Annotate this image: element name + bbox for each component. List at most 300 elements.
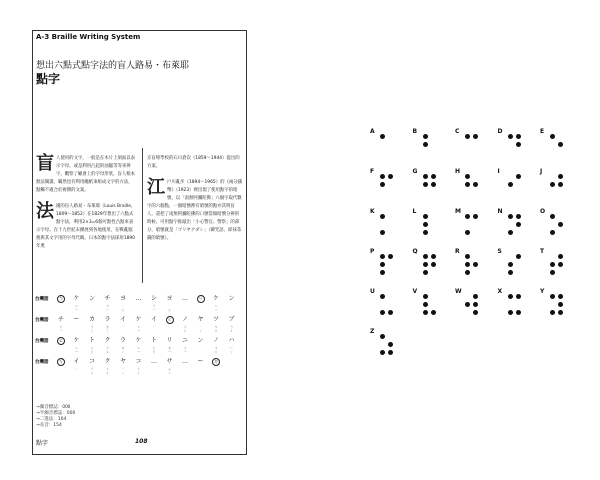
kana-char: ケ — [73, 337, 80, 344]
kana-char: ニ — [181, 337, 188, 344]
braille-dot — [508, 134, 513, 139]
column-divider — [142, 148, 143, 283]
braille-cell-o — [540, 208, 570, 238]
kana-char: ケ — [212, 295, 219, 302]
kana-annotation: ㄎ ㄚ — [90, 325, 94, 333]
kana-cell — [117, 316, 129, 334]
kana-annotation: ㄏ ㄚ — [229, 346, 234, 354]
kana-char: リ — [166, 337, 173, 344]
footer-label: 點字 — [36, 440, 49, 447]
kana-cell — [133, 358, 145, 376]
kana-annotation: ㄧ — [121, 325, 125, 329]
braille-dot — [550, 134, 555, 139]
braille-dots — [423, 214, 437, 236]
kana-char: ー — [73, 316, 80, 323]
braille-dot — [423, 310, 428, 315]
braille-dot — [473, 302, 478, 307]
kana-cell — [179, 358, 191, 376]
kana-cell — [71, 295, 83, 313]
braille-dot — [550, 310, 555, 315]
body-paragraph — [147, 179, 243, 243]
braille-dot — [465, 262, 470, 267]
braille-dot — [558, 174, 563, 179]
kana-cell — [226, 337, 238, 355]
drop-cap: 江 — [147, 177, 165, 198]
braille-dot — [516, 142, 521, 147]
braille-dot — [465, 230, 470, 235]
braille-letter: X — [497, 288, 503, 295]
kana-annotation: ㄊ ㄛ — [152, 346, 156, 354]
kana-cell — [71, 358, 83, 376]
braille-dot — [508, 310, 513, 315]
kana-char: コ — [135, 358, 142, 365]
braille-dots — [380, 214, 394, 236]
braille-dots — [465, 174, 479, 196]
kana-cell — [195, 358, 207, 376]
kana-cell — [164, 316, 176, 334]
kana-annotation: ㄧ ㄛ — [167, 304, 172, 312]
kana-char: ラ — [104, 316, 111, 323]
kana-char: ン — [88, 295, 95, 302]
braille-letter: R — [455, 248, 460, 255]
braille-letter: H — [455, 168, 461, 175]
braille-dot — [558, 142, 563, 147]
body-column-left — [36, 155, 136, 259]
kana-char: ー — [197, 358, 204, 365]
braille-letter: C — [455, 128, 460, 135]
kana-char: シ — [150, 295, 157, 302]
braille-letter: T — [540, 248, 545, 255]
braille-letter: M — [455, 208, 461, 215]
braille-dot — [516, 134, 521, 139]
braille-dots — [508, 254, 522, 276]
braille-dot — [423, 302, 428, 307]
braille-dots — [423, 174, 437, 196]
braille-dot — [380, 230, 385, 235]
braille-dot — [516, 174, 521, 179]
kana-cell — [210, 358, 222, 376]
braille-dot — [380, 310, 385, 315]
braille-dot — [465, 214, 470, 219]
braille-dot — [380, 270, 385, 275]
note-line: →長音：154 — [36, 423, 62, 428]
braille-dot — [516, 310, 521, 315]
braille-dots — [423, 134, 437, 156]
braille-dot — [550, 294, 555, 299]
braille-dot — [465, 270, 470, 275]
braille-dots — [550, 214, 564, 236]
kana-cell — [55, 337, 67, 355]
note-line: →半濁音標誌：000 — [36, 411, 76, 416]
braille-dot — [508, 262, 513, 267]
braille-dot — [423, 182, 428, 187]
braille-dot — [423, 270, 428, 275]
braille-dots — [465, 254, 479, 276]
braille-dot — [388, 174, 393, 179]
braille-letter: Q — [412, 248, 418, 255]
paragraph-text: 國的盲人路易・布萊耶（Louis Braille, 1809～1852）在1829年想出了六點式點字法，利用2×3=6個可點性凸點來表示字母。在十九世紀末擴展到各地使用，在戰亂服務與其文字用的字母代碼。日本的點字法採用1890年奧 — [36, 204, 135, 249]
kana-cell — [195, 295, 207, 313]
braille-cell-l — [413, 208, 443, 238]
kana-cell — [86, 295, 98, 313]
kana-annotation: ㄙ ㄚ — [167, 367, 172, 375]
braille-dot — [423, 134, 428, 139]
braille-dots — [465, 294, 479, 316]
kana-annotation: ㄎ ㄛ — [90, 367, 94, 375]
braille-dot — [550, 262, 555, 267]
braille-letter: D — [497, 128, 503, 135]
braille-letter: K — [370, 208, 375, 215]
braille-letter: O — [540, 208, 546, 215]
braille-cell-a — [370, 128, 400, 158]
kana-cell — [133, 295, 145, 313]
kana-cell — [148, 358, 160, 376]
kana-char: ㄍ — [166, 317, 172, 323]
braille-cell-f — [370, 168, 400, 198]
braille-dot — [558, 222, 563, 227]
kana-cell — [210, 316, 222, 334]
braille-dots — [380, 334, 394, 356]
braille-dot — [423, 262, 428, 267]
braille-dots — [465, 214, 479, 236]
kana-cell — [148, 337, 160, 355]
kana-char: ㄊ — [58, 338, 64, 344]
kana-char: ヨ — [119, 295, 126, 302]
braille-dot — [473, 262, 478, 267]
kana-cell — [148, 316, 160, 334]
braille-dot — [423, 174, 428, 179]
braille-dots — [380, 174, 394, 196]
kana-char: カ — [88, 316, 95, 323]
braille-dots — [550, 174, 564, 196]
kana-char: ㄐ — [197, 296, 203, 302]
kana-annotation: ㄧ ㄚ — [121, 367, 125, 375]
braille-dot — [388, 310, 393, 315]
kana-annotation: ㄊ ㄛ — [90, 346, 94, 354]
braille-dot — [423, 214, 428, 219]
braille-dot — [516, 254, 521, 259]
braille-cell-u — [370, 288, 400, 318]
braille-letter: Y — [540, 288, 545, 295]
kana-annotation: ㄎ ㄨ — [105, 367, 110, 375]
drop-cap: 法 — [36, 201, 54, 222]
braille-dot — [423, 222, 428, 227]
kana-annotation: ㄌ ㄚ — [121, 346, 125, 354]
kana-char: イ — [73, 358, 80, 365]
page-number: 108 — [135, 438, 148, 445]
kana-annotation: ㄍ 一 — [136, 346, 141, 354]
braille-dot — [558, 294, 563, 299]
braille-dot — [508, 214, 513, 219]
kana-char: ラ — [119, 337, 126, 344]
braille-dot — [465, 174, 470, 179]
kana-annotation: ㄧ ㄚ — [198, 325, 203, 333]
kana-cell — [71, 316, 83, 334]
braille-dots — [465, 134, 479, 156]
braille-cell-m — [455, 208, 485, 238]
braille-dots — [508, 174, 522, 196]
braille-dot — [508, 294, 513, 299]
kana-row-label: 台灣語 — [35, 339, 49, 344]
body-paragraph — [36, 203, 136, 251]
kana-cell — [179, 337, 191, 355]
braille-dot — [388, 342, 393, 347]
braille-dots — [550, 134, 564, 156]
braille-dot — [558, 302, 563, 307]
braille-dots — [380, 294, 394, 316]
body-column-right — [147, 155, 243, 251]
braille-letter: L — [412, 208, 417, 215]
braille-dot — [380, 254, 385, 259]
kana-braille-table — [35, 292, 245, 376]
kana-char: ノ — [212, 337, 219, 344]
braille-dot — [380, 182, 385, 187]
braille-dot — [550, 182, 555, 187]
braille-letter: B — [412, 128, 418, 135]
kana-annotation: ㄧ — [74, 367, 79, 371]
article-subtitle: 想出六點式點字法的盲人路易・布萊耶 — [36, 61, 190, 71]
braille-cell-x — [498, 288, 528, 318]
braille-letter: V — [412, 288, 418, 295]
braille-dots — [380, 134, 394, 156]
braille-dot — [380, 214, 385, 219]
kana-cell — [179, 295, 191, 313]
kana-char: チ — [104, 295, 111, 302]
braille-dot — [558, 310, 563, 315]
braille-dot — [558, 262, 563, 267]
braille-dots — [550, 294, 564, 316]
braille-dots — [423, 254, 437, 276]
section-title: A-3 Braille Writing System — [36, 33, 141, 41]
braille-letter: E — [540, 128, 545, 135]
kana-row — [35, 334, 245, 355]
kana-cell — [117, 358, 129, 376]
braille-dots — [550, 254, 564, 276]
body-paragraph — [36, 155, 136, 195]
kana-annotation: ㄧ ㄛ — [121, 304, 125, 312]
braille-cell-w — [455, 288, 485, 318]
braille-dot — [508, 182, 513, 187]
braille-dots — [380, 254, 394, 276]
braille-cell-z — [370, 328, 400, 358]
kana-char: … — [135, 295, 142, 302]
braille-dot — [465, 302, 470, 307]
note-line: →二進法：104 — [36, 417, 67, 422]
kana-char: ク — [104, 337, 111, 344]
braille-cell-e — [540, 128, 570, 158]
kana-char: ツ — [212, 316, 219, 323]
kana-annotation: ㄍ 一 — [74, 346, 79, 354]
kana-char: ト — [88, 337, 95, 344]
braille-dot — [473, 294, 478, 299]
braille-cell-i — [498, 168, 528, 198]
braille-cell-n — [498, 208, 528, 238]
kana-annotation: ㄅ ㄨ — [229, 325, 234, 333]
braille-dot — [516, 222, 521, 227]
braille-dot — [388, 350, 393, 355]
braille-dot — [380, 262, 385, 267]
braille-dot — [550, 230, 555, 235]
kana-cell — [226, 358, 238, 376]
kana-annotation: ㄒ 一 — [152, 304, 156, 312]
kana-cell — [195, 316, 207, 334]
braille-dot — [473, 310, 478, 315]
kana-char: ト — [150, 337, 157, 344]
braille-dot — [473, 214, 478, 219]
braille-dot — [380, 174, 385, 179]
kana-char: ケ — [135, 316, 142, 323]
braille-dot — [380, 294, 385, 299]
kana-row-label: 台灣語 — [35, 318, 49, 323]
braille-dot — [423, 294, 428, 299]
braille-cell-k — [370, 208, 400, 238]
braille-dot — [473, 134, 478, 139]
kana-annotation: ㄎ ㄨ — [105, 346, 110, 354]
kana-char: ヨ — [166, 295, 173, 302]
kana-cell — [102, 337, 114, 355]
braille-dots — [508, 294, 522, 316]
braille-dots — [423, 294, 437, 316]
kana-cell — [210, 295, 222, 313]
kana-char: ヤ — [197, 316, 204, 323]
kana-cell — [86, 316, 98, 334]
kana-annotation: ㄋ 一 — [183, 346, 187, 354]
kana-char: ン — [197, 337, 204, 344]
kana-cell — [117, 295, 129, 313]
kana-cell — [164, 295, 176, 313]
kana-cell — [133, 316, 145, 334]
kana-char: ブ — [228, 316, 235, 323]
braille-letter: J — [540, 168, 543, 175]
body-paragraph — [147, 155, 243, 171]
braille-cell-b — [413, 128, 443, 158]
braille-cell-v — [413, 288, 443, 318]
braille-dot — [558, 254, 563, 259]
braille-notes — [36, 405, 75, 429]
braille-dot — [380, 350, 385, 355]
kana-char: ノ — [181, 316, 188, 323]
kana-annotation: ㄎ ㄛ — [136, 367, 141, 375]
kana-cell — [210, 337, 222, 355]
braille-alphabet-grid — [370, 128, 570, 358]
kana-annotation: ㄗ 一 — [105, 304, 110, 312]
braille-dot — [431, 254, 436, 259]
kana-char: コ — [88, 358, 95, 365]
braille-letter: U — [370, 288, 375, 295]
kana-char: ㄅ — [58, 296, 64, 302]
kana-row-label: 台灣語 — [35, 360, 49, 365]
kana-row — [35, 313, 245, 334]
braille-dot — [465, 182, 470, 187]
braille-dot — [473, 182, 478, 187]
kana-char: イ — [150, 316, 157, 323]
kana-annotation: ㄋ ㄛ — [214, 346, 218, 354]
braille-dot — [431, 262, 436, 267]
kana-cell — [148, 295, 160, 313]
kana-cell — [86, 337, 98, 355]
braille-cell-h — [455, 168, 485, 198]
kana-char: ケ — [73, 295, 80, 302]
kana-char: ハ — [228, 337, 235, 344]
kana-cell — [117, 337, 129, 355]
kana-char: ケ — [135, 337, 142, 344]
braille-cell-s — [498, 248, 528, 278]
kana-char: … — [182, 358, 188, 365]
kana-cell — [102, 295, 114, 313]
kana-annotation: ㄍ 一 — [74, 304, 79, 312]
kana-row — [35, 292, 245, 313]
kana-char: ン — [228, 295, 235, 302]
braille-dot — [423, 254, 428, 259]
braille-dot — [550, 270, 555, 275]
paragraph-text: 人使用的文字，一般是在木片上刻面以表示字母。或是利用凸起的油鑞等等來辨字，觀察了蠟會上的字母形狀，盲人根本無法閱讀。羈然也有利用繩紙來組成文字的方法，點觸不適合於複雜的文案。 — [36, 156, 136, 193]
kana-annotation: ㄘ ㄨ — [214, 325, 218, 333]
kana-cell — [179, 316, 191, 334]
braille-letter: F — [370, 168, 375, 175]
article-title: 點字 — [36, 72, 61, 86]
kana-cell — [164, 358, 176, 376]
braille-cell-p — [370, 248, 400, 278]
kana-row — [35, 355, 245, 376]
kana-cell — [55, 358, 67, 376]
kana-cell — [102, 358, 114, 376]
kana-annotation: ㄍ 一 — [136, 325, 141, 333]
braille-letter: A — [370, 128, 375, 135]
kana-char: … — [182, 295, 188, 302]
kana-annotation: ㄗ 一 — [59, 325, 63, 333]
drop-cap: 盲 — [36, 153, 54, 174]
kana-cell — [226, 316, 238, 334]
kana-annotation: ㄌ 一 — [167, 346, 172, 354]
paragraph-text: 戶川亂步（1894～1965）的《兩分錢幣》（1923）裡出現了使用點字的暗號，以「南無阿彌陀佛」六個字取代數字的六個點，一個暗號裡有暗號的點亦其明盲人，還把了南無阿彌陀佛的口號當做暗號分辨的時候，可用點字推敲出「小心警官、警察」的部分，暗號就是「ゴリヤクダシ」（御咒語、即抹茶錢的暗號）。 — [147, 180, 243, 241]
braille-dot — [508, 270, 513, 275]
braille-cell-j — [540, 168, 570, 198]
kana-cell — [55, 295, 67, 313]
braille-dot — [388, 254, 393, 259]
braille-cell-g — [413, 168, 443, 198]
braille-dot — [431, 182, 436, 187]
kana-cell — [226, 295, 238, 313]
braille-cell-t — [540, 248, 570, 278]
kana-annotation: ㄌ ㄚ — [105, 325, 110, 333]
kana-char: イ — [119, 316, 126, 323]
braille-dot — [465, 134, 470, 139]
braille-cell-c — [455, 128, 485, 158]
braille-cell-q — [413, 248, 443, 278]
kana-char: ㄉ — [213, 359, 219, 365]
braille-dot — [516, 294, 521, 299]
kana-char: サ — [166, 358, 173, 365]
kana-cell — [86, 358, 98, 376]
note-line: →濁音標誌：00Ⅱ — [36, 405, 71, 410]
braille-letter: W — [455, 288, 462, 295]
kana-annotation: ㄋ ㄛ — [183, 325, 187, 333]
braille-dot — [550, 214, 555, 219]
braille-dot — [465, 254, 470, 259]
braille-letter: G — [412, 168, 418, 175]
braille-letter: N — [497, 208, 503, 215]
paragraph-text: 京盲啞學校的石川倉次（1859～1944）提出的方案。 — [147, 156, 240, 169]
kana-cell — [55, 316, 67, 334]
braille-cell-d — [498, 128, 528, 158]
kana-cell — [102, 316, 114, 334]
braille-dot — [431, 310, 436, 315]
braille-dots — [508, 214, 522, 236]
kana-char: … — [151, 358, 157, 365]
kana-cell — [195, 337, 207, 355]
braille-dot — [423, 230, 428, 235]
braille-dot — [508, 230, 513, 235]
